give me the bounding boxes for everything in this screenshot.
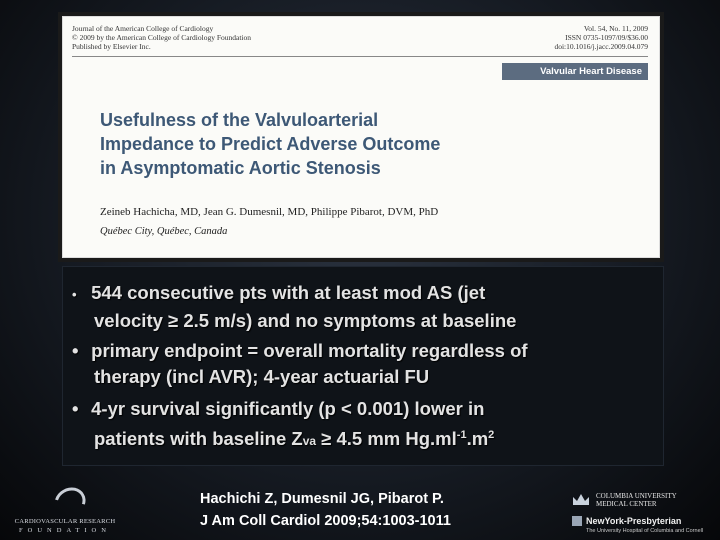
unit-superscript: 2 xyxy=(488,429,495,441)
bullet-text-part: ≥ 4.5 mm Hg.ml xyxy=(316,428,457,450)
columbia-line: COLUMBIA UNIVERSITY xyxy=(596,492,677,500)
article-authors: Zeineb Hachicha, MD, Jean G. Dumesnil, MD, Philippe Pibarot, DVM, PhD xyxy=(100,206,439,218)
nyp-name: NewYork-Presbyterian xyxy=(586,516,682,526)
title-line: Usefulness of the Valvuloarterial xyxy=(100,110,379,130)
section-banner xyxy=(502,63,648,80)
bullet-item xyxy=(72,396,660,454)
nyp-mark-icon xyxy=(572,516,582,526)
bullet-item xyxy=(72,280,660,334)
citation-journal: J Am Coll Cardiol 2009;54:1003-1011 xyxy=(200,513,451,529)
crf-logo xyxy=(6,488,124,534)
paper-page xyxy=(62,16,660,258)
citation-authors: Hachichi Z, Dumesnil JG, Pibarot P. xyxy=(200,491,444,507)
bullet-text-part: patients with baseline Z xyxy=(94,428,303,450)
journal-info xyxy=(72,24,251,51)
unit-superscript: -1 xyxy=(456,429,467,441)
crown-icon xyxy=(572,492,590,506)
bullet-item xyxy=(72,338,660,390)
bullet-text: 544 consecutive pts with at least mod AS (jet xyxy=(91,282,486,303)
bullet-text: 4-yr survival significantly (p < 0.001) lower in xyxy=(91,398,485,419)
bullet-text: velocity ≥ 2.5 m/s) and no symptoms at baseline xyxy=(94,310,517,331)
bullet-text: therapy (incl AVR); 4-year actuarial FU xyxy=(94,366,430,387)
journal-line: Published by Elsevier Inc. xyxy=(72,42,151,51)
journal-line: © 2009 by the American College of Cardiology Foundation xyxy=(72,33,252,42)
bullet-text-part: .m xyxy=(466,428,489,450)
bullet-marker: • xyxy=(72,340,79,361)
bullet-marker: • xyxy=(72,398,79,419)
crf-swoosh-icon xyxy=(49,482,91,522)
header-divider xyxy=(72,56,648,57)
bullet-marker: • xyxy=(72,287,77,302)
citation xyxy=(200,488,451,532)
crf-foundation: FOUNDATION xyxy=(19,527,111,534)
columbia-name xyxy=(596,492,677,508)
meta-line: doi:10.1016/j.jacc.2009.04.079 xyxy=(554,42,648,51)
bullet-text: primary endpoint = overall mortality regardless of xyxy=(91,340,528,361)
meta-line: ISSN 0735-1097/09/$36.00 xyxy=(565,33,648,42)
journal-meta xyxy=(554,24,648,51)
columbia-nyp-logo xyxy=(570,488,720,540)
title-line: Impedance to Predict Adverse Outcome xyxy=(100,134,441,154)
article-title xyxy=(100,108,620,180)
journal-line: Journal of the American College of Cardiology xyxy=(72,24,214,33)
meta-line: Vol. 54, No. 11, 2009 xyxy=(583,24,648,33)
bullet-text xyxy=(72,422,660,454)
title-line: in Asymptomatic Aortic Stenosis xyxy=(100,158,381,178)
bullet-panel xyxy=(62,266,664,466)
article-affiliation: Québec City, Québec, Canada xyxy=(100,226,228,237)
columbia-line: MEDICAL CENTER xyxy=(596,500,657,508)
crf-name: CARDIOVASCULAR RESEARCH xyxy=(14,518,116,525)
nyp-subtitle: The University Hospital of Columbia and Cornell xyxy=(586,528,704,534)
paper-header-image xyxy=(58,12,664,262)
zva-subscript: va xyxy=(302,434,317,449)
section-label: Valvular Heart Disease xyxy=(540,66,642,77)
